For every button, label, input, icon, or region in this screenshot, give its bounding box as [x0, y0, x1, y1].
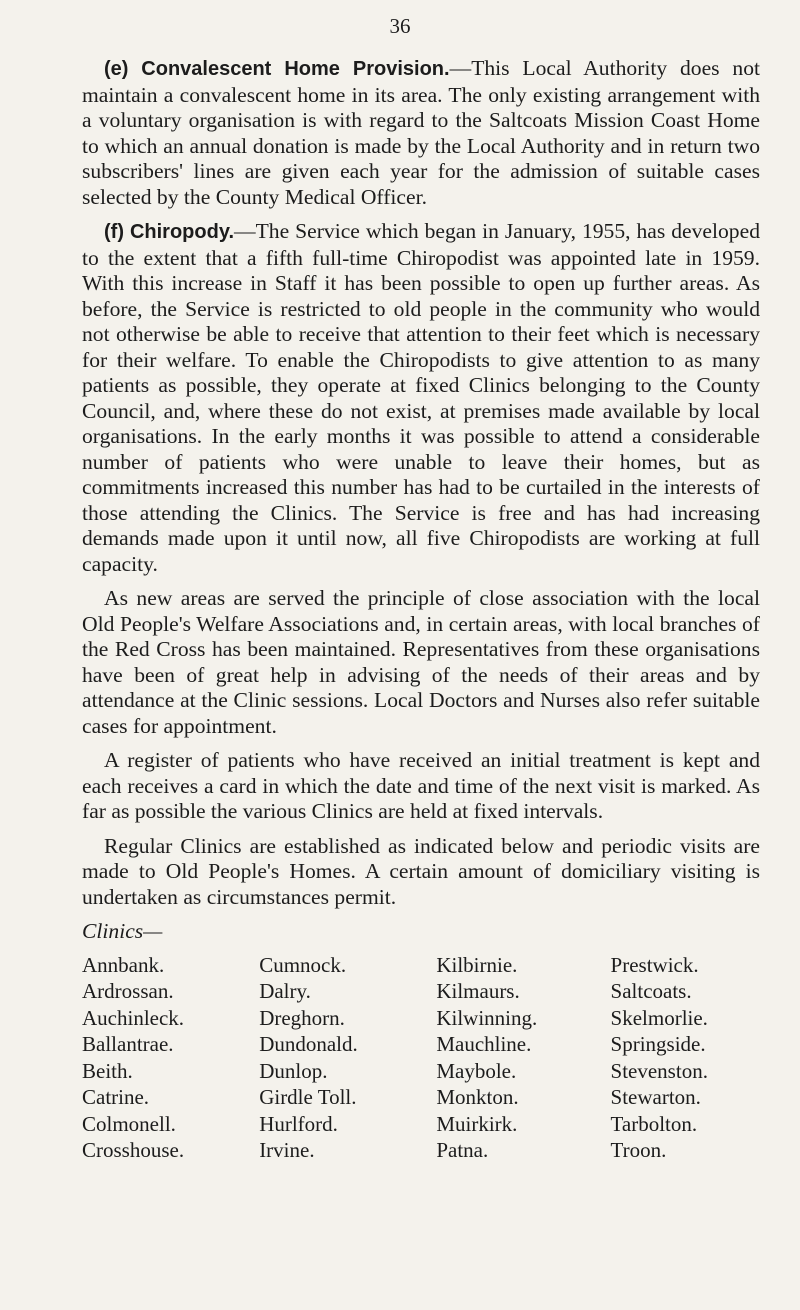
clinic-name: Auchinleck. [82, 1005, 185, 1030]
clinics-table [82, 953, 760, 1165]
clinic-name: Mauchline. [436, 1032, 532, 1056]
section-convalescent [82, 56, 760, 210]
paragraph-areas: As new areas are served the principle of close association with the local Old People's Welfare Associations and, in certain areas, with local branches of the Red Cross has been maintained. Representatives from these organisations have been of great help in advising of the needs of their areas and by attendance at the Clinic sessions. Local Doctors and Nurses also refer suitable cases for appointment. [82, 586, 760, 738]
clinic-name: Springside. [610, 1032, 706, 1056]
clinic-name: Monkton. [436, 1085, 519, 1109]
clinic-name: Beith. [82, 1058, 133, 1083]
clinic-name: Dundonald. [259, 1032, 358, 1056]
clinic-name: Hurlford. [259, 1111, 338, 1136]
clinic-name: Kilmaurs. [436, 979, 520, 1003]
paragraph-regular: Regular Clinics are established as indicated below and periodic visits are made to Old People's Homes. A certain amount of domiciliary visiting is undertaken as circumstances permit. [82, 833, 760, 909]
clinic-name: Dunlop. [259, 1058, 328, 1083]
clinic-name: Irvine. [259, 1138, 315, 1162]
clinic-name: Annbank. [82, 952, 165, 977]
clinic-name: Stevenston. [610, 1058, 708, 1083]
clinic-name: Saltcoats. [610, 979, 692, 1003]
clinic-name: Girdle Toll. [259, 1085, 357, 1109]
paragraph-register: A register of patients who have received an initial treatment is kept and each receives a card in which the date and time of the next visit is marked. As far as possible the various Clinics are held at fixed intervals. [82, 748, 760, 823]
table-row [82, 979, 760, 1006]
table-row [82, 1085, 760, 1112]
clinic-name: Patna. [436, 1138, 489, 1162]
clinic-name: Dalry. [259, 979, 311, 1003]
clinic-name: Colmonell. [82, 1111, 176, 1136]
table-row [82, 1006, 760, 1033]
section-marker: (e) [104, 58, 129, 80]
clinic-name: Ardrossan. [82, 979, 174, 1003]
clinic-name: Skelmorlie. [610, 1005, 708, 1030]
section-text: —This Local Authority does not maintain a convalescent home in its area. The only existing arrangement with a voluntary organisation is with regard to the Saltcoats Mission Coast Home to which an annual donation is made by the Local Authority and in return two subscribers' lines are given each year for the admission of suitable cases selected by the County Medical Officer. [82, 56, 761, 209]
clinic-name: Kilwinning. [436, 1005, 538, 1030]
table-row [82, 1112, 760, 1139]
clinics-label: Clinics— [82, 919, 163, 943]
clinic-name: Crosshouse. [82, 1138, 185, 1162]
clinic-name: Stewarton. [610, 1085, 701, 1109]
clinic-name: Cumnock. [259, 952, 347, 977]
clinic-name: Dreghorn. [259, 1005, 345, 1030]
clinic-name: Ballantrae. [82, 1032, 174, 1056]
section-heading: Convalescent Home Provision. [141, 58, 450, 80]
table-row [82, 1059, 760, 1086]
section-chiropody [82, 219, 760, 577]
clinic-name: Kilbirnie. [436, 952, 518, 977]
section-heading: Chiropody. [129, 221, 235, 243]
clinic-name: Muirkirk. [436, 1111, 518, 1136]
table-row [82, 1032, 760, 1059]
clinic-name: Prestwick. [610, 952, 699, 977]
table-row [82, 1138, 760, 1165]
clinic-name: Troon. [610, 1138, 667, 1162]
table-row [82, 953, 760, 980]
clinic-name: Maybole. [436, 1058, 517, 1083]
clinic-name: Tarbolton. [610, 1111, 698, 1136]
document-body [82, 56, 760, 1165]
page-number: 36 [389, 14, 411, 38]
section-marker: (f) [104, 221, 124, 243]
clinic-name: Catrine. [82, 1085, 150, 1109]
section-text: —The Service which began in January, 1955, has developed to the extent that a fifth full-time Chiropodist was appointed late in 1959. With this increase in Staff it has been possible to open up further areas. As before, the Service is restricted to old people in the community who would not otherwise be able to receive that attention to their feet which is necessary for their welfare. To enable the Chiropodists to give attention to as many patients as possible, they operate at fixed Clinics belonging to the County Council, and, where these do not exist, at premises made available by local organisations. In the early months it was possible to attend a considerable number of patients who were unable to leave their homes, but as commitments increased this number has had to be curtailed in the interests of those attending the Clinics. The Service is free and has had increasing demands made upon it until now, all five Chiropodists are working at full capacity. [82, 219, 760, 576]
